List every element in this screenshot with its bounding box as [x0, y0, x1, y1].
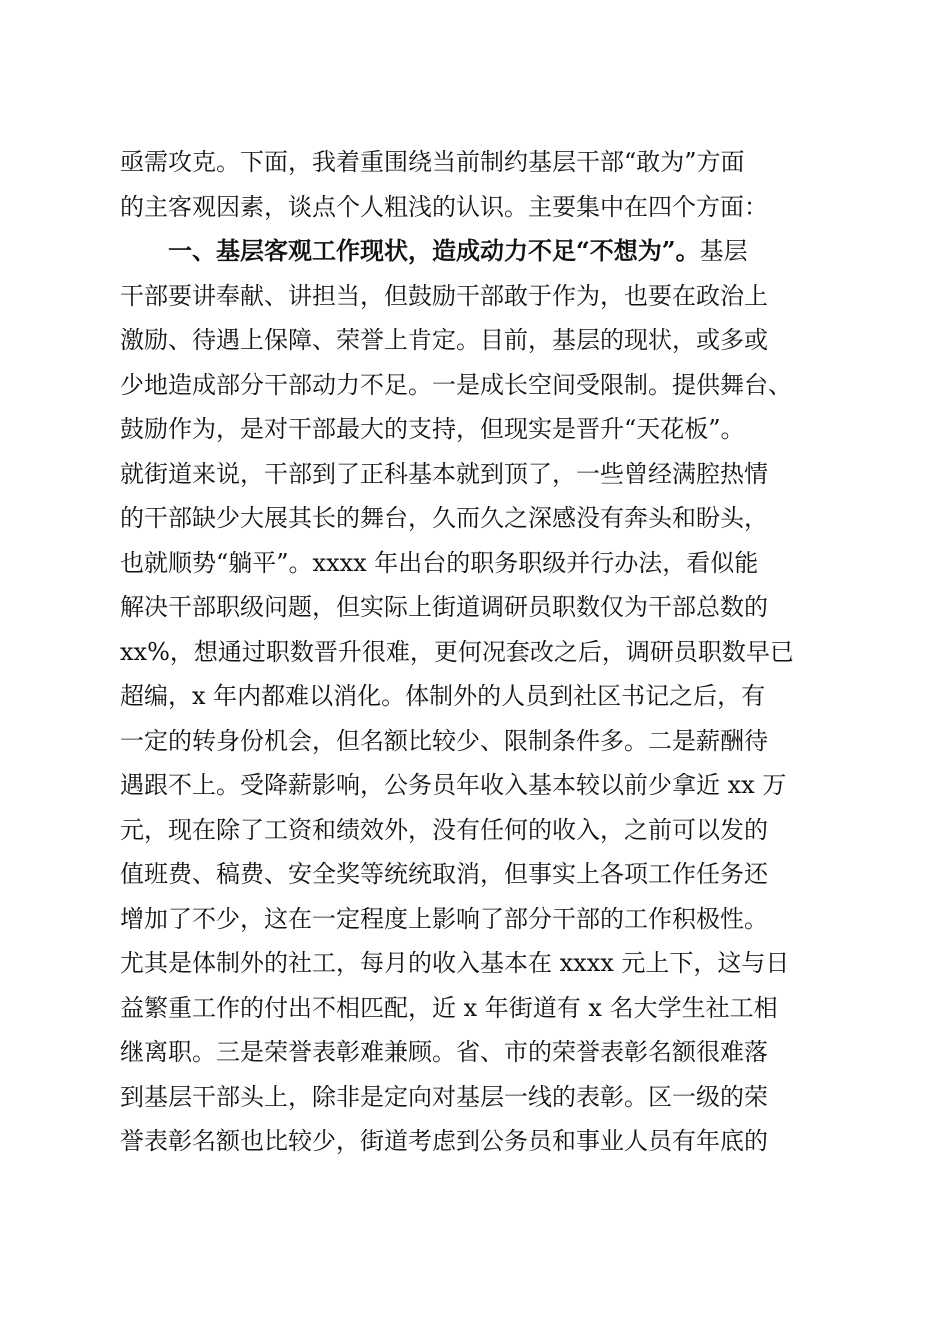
text-line: 遇跟不上。受降薪影响，公务员年收入基本较以前少拿近 xx 万 [120, 771, 787, 799]
text-line: 干部要讲奉献、讲担当，但鼓励干部敢于作为，也要在政治上 [120, 281, 768, 310]
text-line: xx%，想通过职数晋升很难，更何况套改之后，调研员职数早已 [120, 637, 794, 666]
text-line: 的主客观因素，谈点个人粗浅的认识。主要集中在四个方面： [120, 192, 768, 221]
text-line: 的干部缺少大展其长的舞台，久而久之深感没有奔头和盼头， [120, 504, 768, 532]
text-line: 尤其是体制外的社工，每月的收入基本在 xxxx 元上下，这与日 [120, 949, 790, 977]
section-heading: 一、基层客观工作现状，造成动力不足“不想为”。 [168, 236, 700, 265]
body-text [120, 140, 850, 1164]
text-line: 誉表彰名额也比较少，街道考虑到公务员和事业人员有年底的 [120, 1127, 768, 1155]
text-line: 一定的转身份机会，但名额比较少、限制条件多。二是薪酬待 [120, 726, 768, 755]
text-line: 少地造成部分干部动力不足。一是成长空间受限制。提供舞台、 [120, 370, 792, 399]
text-line: 继离职。三是荣誉表彰难兼顾。省、市的荣誉表彰名额很难落 [120, 1038, 768, 1066]
text-line: 值班费、稿费、安全奖等统统取消，但事实上各项工作任务还 [120, 860, 768, 888]
text-line: 也就顺势“躺平”。xxxx 年出台的职务职级并行办法，看似能 [120, 548, 759, 577]
text-line: 元，现在除了工资和绩效外，没有任何的收入，之前可以发的 [120, 815, 768, 844]
text-line: 到基层干部头上，除非是定向对基层一线的表彰。区一级的荣 [120, 1082, 768, 1111]
text-line: 益繁重工作的付出不相匹配，近 x 年街道有 x 名大学生社工相 [120, 993, 778, 1022]
text-line: 解决干部职级问题，但实际上街道调研员职数仅为干部总数的 [120, 593, 768, 621]
text-line: 鼓励作为，是对干部最大的支持，但现实是晋升“天花板”。 [120, 415, 745, 443]
text-line: 增加了不少，这在一定程度上影响了部分干部的工作积极性。 [120, 904, 768, 933]
text-line: 激励、待遇上保障、荣誉上肯定。目前，基层的现状，或多或 [120, 326, 768, 354]
heading-trailing-text: 基层 [699, 237, 748, 265]
text-line: 亟需攻克。下面，我着重围绕当前制约基层干部“敢为”方面 [120, 148, 745, 176]
text-line: 超编，x 年内都难以消化。体制外的人员到社区书记之后，有 [120, 682, 766, 710]
section-heading-line [120, 229, 850, 274]
text-line: 就街道来说，干部到了正科基本就到顶了，一些曾经满腔热情 [120, 459, 768, 488]
